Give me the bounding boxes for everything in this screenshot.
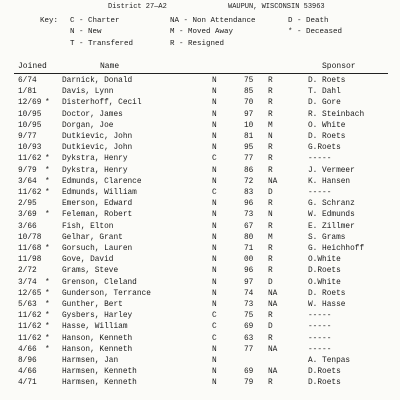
deceased-mark: * (45, 166, 50, 175)
member-status-code: R (268, 312, 273, 321)
deceased-mark: * (45, 334, 50, 343)
member-status-code: NA (268, 289, 278, 298)
member-status-code: R (268, 256, 273, 265)
member-year: 96 (244, 267, 254, 276)
member-status-code: D (268, 323, 273, 332)
sponsor-name: D.Roets (308, 267, 341, 276)
member-status: N (212, 121, 217, 130)
member-year: 10 (244, 121, 254, 130)
member-status: N (212, 88, 217, 97)
member-year: 97 (244, 278, 254, 287)
member-year: 75 (244, 312, 254, 321)
member-name: Emerson, Edward (62, 200, 133, 209)
member-status: N (212, 144, 217, 153)
member-year: 95 (244, 144, 254, 153)
sponsor-name: D.Roets (308, 368, 341, 377)
member-year: 73 (244, 301, 254, 309)
table-row (0, 322, 400, 333)
member-status: C (212, 312, 217, 321)
member-status-code: M (268, 121, 273, 130)
joined-date: 1/81 (18, 88, 37, 97)
joined-date: 11/62 (18, 312, 42, 321)
joined-date: 3/69 (18, 211, 37, 220)
joined-date: 3/66 (18, 222, 37, 231)
member-status: C (212, 323, 217, 332)
key-death: D - Death (288, 17, 329, 25)
table-row (0, 166, 400, 177)
sponsor-name: T. Dahl (308, 88, 341, 97)
sponsor-name: D. Gore (308, 99, 341, 108)
col-joined-header: Joined (18, 62, 47, 71)
key-new: N - New (70, 28, 102, 36)
member-year: 79 (244, 379, 254, 388)
joined-date: 12/69 (18, 99, 42, 108)
joined-date: 4/66 (18, 368, 37, 377)
joined-date: 2/95 (18, 200, 37, 209)
member-year: 96 (244, 200, 254, 209)
sponsor-name: ----- (308, 312, 332, 321)
member-status: N (212, 110, 217, 119)
member-status: C (212, 155, 217, 164)
member-name: Disterhoff, Cecil (62, 99, 142, 108)
member-name: Hanson, Kenneth (62, 334, 133, 343)
deceased-mark: * (45, 345, 50, 354)
member-status-code: R (268, 245, 273, 253)
member-name: Gelhar, Grant (62, 233, 123, 242)
member-year: 71 (244, 245, 254, 253)
member-year: 69 (244, 368, 254, 377)
table-row (0, 356, 400, 367)
key-charter: C - Charter (70, 17, 120, 25)
joined-date: 11/68 (18, 245, 42, 253)
table-row (0, 110, 400, 121)
member-status-code: R (268, 99, 273, 108)
deceased-mark: * (45, 301, 50, 309)
sponsor-name: E. Zillmer (308, 222, 355, 231)
member-year: 86 (244, 166, 254, 175)
deceased-mark: * (45, 177, 50, 186)
member-status-code: D (268, 189, 273, 197)
member-year: 85 (244, 88, 254, 97)
sponsor-name: W. Hasse (308, 301, 346, 309)
table-row (0, 98, 400, 109)
member-year: 80 (244, 233, 254, 242)
sponsor-name: R. Steinbach (308, 110, 365, 119)
table-row (0, 177, 400, 188)
joined-date: 10/93 (18, 144, 42, 153)
sponsor-name: O.White (308, 256, 341, 265)
table-row (0, 222, 400, 233)
member-status: N (212, 301, 217, 309)
table-row (0, 76, 400, 87)
deceased-mark: * (45, 245, 50, 253)
key-resigned: R - Resigned (170, 40, 225, 48)
sponsor-name: G. Schranz (308, 200, 355, 209)
member-status-code: NA (268, 345, 278, 354)
member-status-code: R (268, 77, 273, 85)
member-status: N (212, 379, 217, 388)
member-status: N (212, 211, 217, 220)
deceased-mark: * (45, 323, 50, 332)
joined-date: 9/77 (18, 133, 37, 141)
member-status-code: R (268, 334, 273, 343)
member-name: Edmunds, Clarence (62, 177, 142, 186)
member-status: C (212, 334, 217, 343)
sponsor-name: G. Heichhoff (308, 245, 365, 253)
member-status: N (212, 278, 217, 287)
joined-date: 4/66 (18, 345, 37, 354)
member-status: N (212, 233, 217, 242)
member-name: Hasse, William (62, 323, 128, 332)
member-name: Doctor, James (62, 110, 123, 119)
table-row (0, 378, 400, 389)
header-rule (14, 73, 388, 74)
sponsor-name: ----- (308, 323, 332, 332)
member-year: 70 (244, 99, 254, 108)
member-name: Dorgan, Joe (62, 121, 114, 130)
city-label: WAUPUN, WISCONSIN 53963 (228, 3, 325, 11)
member-name: Harmsen, Jan (62, 357, 119, 365)
member-year: 72 (244, 177, 254, 186)
member-name: Grams, Steve (62, 267, 119, 276)
member-status: N (212, 177, 217, 186)
deceased-mark: * (45, 211, 50, 220)
deceased-mark: * (45, 289, 50, 298)
table-row (0, 345, 400, 356)
member-name: Gunther, Bert (62, 301, 123, 309)
member-year: 67 (244, 222, 254, 231)
joined-date: 11/62 (18, 155, 42, 164)
sponsor-name: D.Roets (308, 379, 341, 388)
table-row (0, 87, 400, 98)
sponsor-name: D. Roets (308, 289, 346, 298)
table-row (0, 278, 400, 289)
member-name: Harmsen, Kenneth (62, 379, 137, 388)
sponsor-name: ----- (308, 155, 332, 164)
joined-date: 10/95 (18, 121, 42, 130)
joined-date: 4/71 (18, 379, 37, 388)
joined-date: 10/95 (18, 110, 42, 119)
member-status-code: M (268, 233, 273, 242)
sponsor-name: ----- (308, 334, 332, 343)
joined-date: 3/74 (18, 278, 37, 287)
joined-date: 10/78 (18, 233, 42, 242)
member-status: N (212, 357, 217, 365)
member-status: N (212, 256, 217, 265)
member-year: 63 (244, 334, 254, 343)
member-status: N (212, 133, 217, 141)
member-name: Dutkievic, John (62, 144, 133, 153)
member-name: Grenson, Cleland (62, 278, 137, 287)
table-row (0, 300, 400, 311)
table-row (0, 210, 400, 221)
member-name: Dykstra, Henry (62, 155, 128, 164)
member-name: Gunderson, Terrance (62, 289, 151, 298)
joined-date: 3/64 (18, 177, 37, 186)
joined-date: 8/96 (18, 357, 37, 365)
sponsor-name: D. Roets (308, 77, 346, 85)
member-status-code: NA (268, 177, 278, 186)
member-year: 69 (244, 323, 254, 332)
member-name: Davis, Lynn (62, 88, 114, 97)
member-status-code: R (268, 166, 273, 175)
member-name: Feleman, Robert (62, 211, 133, 220)
sponsor-name: O. White (308, 121, 346, 130)
member-year: 81 (244, 133, 254, 141)
member-status: N (212, 222, 217, 231)
member-status: N (212, 267, 217, 276)
member-name: Darnick, Donald (62, 77, 133, 85)
member-status: N (212, 166, 217, 175)
sponsor-name: W. Edmunds (308, 211, 355, 220)
joined-date: 2/72 (18, 267, 37, 276)
member-name: Gove, David (62, 256, 114, 265)
sponsor-name: O.White (308, 278, 341, 287)
table-row (0, 255, 400, 266)
member-status: N (212, 368, 217, 377)
table-row (0, 233, 400, 244)
joined-date: 11/62 (18, 334, 42, 343)
member-status-code: R (268, 88, 273, 97)
sponsor-name: A. Tenpas (308, 357, 351, 365)
member-status-code: N (268, 133, 273, 141)
table-row (0, 154, 400, 165)
member-status-code: NA (268, 301, 278, 309)
member-year: 83 (244, 189, 254, 197)
member-status-code: R (268, 267, 273, 276)
member-status-code: D (268, 278, 273, 287)
col-sponsor-header: Sponsor (322, 62, 356, 71)
joined-date: 12/65 (18, 289, 42, 298)
member-name: Hanson, Kenneth (62, 345, 133, 354)
sponsor-name: J. Vermeer (308, 166, 355, 175)
member-status-code: R (268, 155, 273, 164)
key-moved-away: M - Moved Away (170, 28, 234, 36)
joined-date: 9/79 (18, 166, 37, 175)
sponsor-name: G.Roets (308, 144, 341, 153)
member-status: N (212, 245, 217, 253)
member-name: Harmsen, Kenneth (62, 368, 137, 377)
table-row (0, 199, 400, 210)
sponsor-name: K. Hansen (308, 177, 351, 186)
member-status-code: R (268, 379, 273, 388)
member-year: 77 (244, 155, 254, 164)
member-status: N (212, 77, 217, 85)
member-status-code: R (268, 200, 273, 209)
table-row (0, 266, 400, 277)
member-name: Dutkievic, John (62, 133, 133, 141)
district-label: District 27—A2 (108, 3, 167, 11)
member-status: N (212, 99, 217, 108)
joined-date: 11/62 (18, 323, 42, 332)
key-deceased: * - Deceased (288, 28, 343, 36)
member-status: C (212, 189, 217, 197)
member-name: Fish, Elton (62, 222, 114, 231)
joined-date: 6/74 (18, 77, 37, 85)
table-row (0, 334, 400, 345)
member-year: 74 (244, 289, 254, 298)
member-status-code: N (268, 211, 273, 220)
member-year: 75 (244, 77, 254, 85)
member-name: Edmunds, William (62, 189, 137, 197)
joined-date: 11/62 (18, 189, 42, 197)
member-status-code: R (268, 222, 273, 231)
member-status-code: NA (268, 368, 278, 377)
table-row (0, 367, 400, 378)
deceased-mark: * (45, 278, 50, 287)
member-status-code: R (268, 110, 273, 119)
sponsor-name: D. Roets (308, 133, 346, 141)
deceased-mark: * (45, 99, 50, 108)
member-name: Dykstra, Henry (62, 166, 128, 175)
table-row (0, 244, 400, 255)
key-label: Key: (40, 17, 59, 25)
sponsor-name: S. Grams (308, 233, 346, 242)
member-name: Gorsuch, Lauren (62, 245, 133, 253)
key-non-attendance: NA - Non Attendance (170, 17, 256, 25)
sponsor-name: ----- (308, 345, 332, 354)
sponsor-name: ----- (308, 189, 332, 197)
member-name: Gysbers, Harley (62, 312, 133, 321)
member-status-code: R (268, 144, 273, 153)
table-row (0, 143, 400, 154)
col-name-header: Name (100, 62, 120, 71)
member-status: N (212, 345, 217, 354)
member-status: N (212, 200, 217, 209)
table-row (0, 188, 400, 199)
deceased-mark: * (45, 312, 50, 321)
member-year: 77 (244, 345, 254, 354)
key-transfered: T - Transfered (70, 40, 134, 48)
member-year: 73 (244, 211, 254, 220)
table-row (0, 132, 400, 143)
joined-date: 11/98 (18, 256, 42, 265)
table-row (0, 289, 400, 300)
member-year: 00 (244, 256, 254, 265)
deceased-mark: * (45, 189, 50, 197)
member-status: N (212, 289, 217, 298)
joined-date: 5/63 (18, 301, 37, 309)
table-row (0, 311, 400, 322)
table-row (0, 121, 400, 132)
member-year: 97 (244, 110, 254, 119)
deceased-mark: * (45, 155, 50, 164)
